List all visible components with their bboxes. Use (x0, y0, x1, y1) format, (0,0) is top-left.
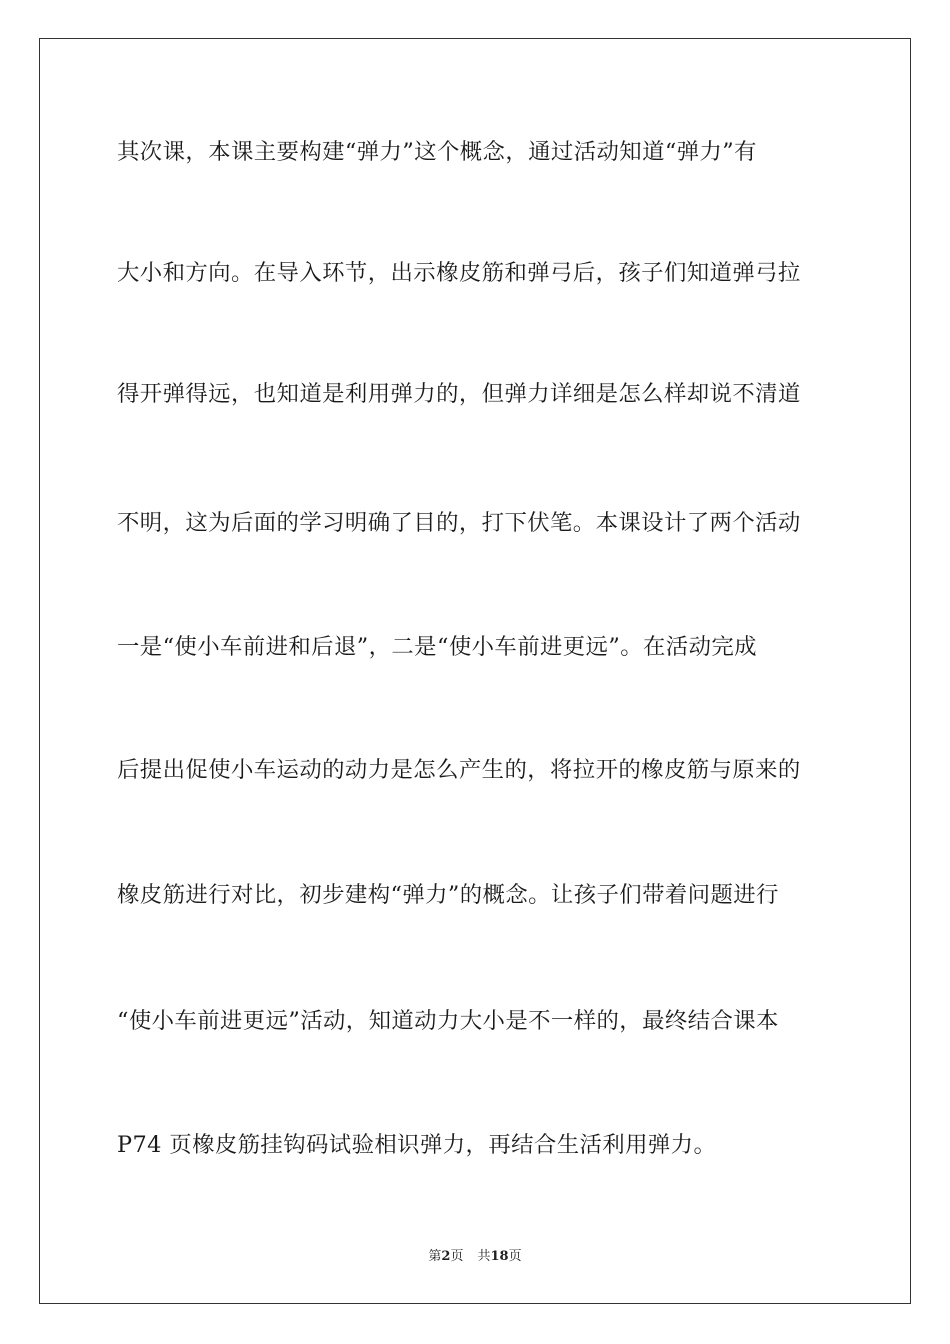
page-footer (0, 1248, 950, 1266)
text-line-7: 橡皮筋进行对比，初步建构“弹力”的概念。让孩子们带着问题进行 (117, 882, 779, 908)
total-pages: 18 (490, 1249, 509, 1264)
text-line-6: 后提出促使小车运动的动力是怎么产生的，将拉开的橡皮筋与原来的 (117, 757, 801, 783)
page-label-suffix: 页 (450, 1249, 464, 1264)
text-line-4: 不明，这为后面的学习明确了目的，打下伏笔。本课设计了两个活动 (117, 510, 801, 536)
text-line-3: 得开弹得远，也知道是利用弹力的，但弹力详细是怎么样却说不清道 (117, 381, 801, 407)
page-border (39, 38, 911, 1304)
text-line-8: “使小车前进更远”活动，知道动力大小是不一样的，最终结合课本 (117, 1008, 779, 1034)
page-label-prefix: 第 (428, 1249, 442, 1264)
total-label-suffix: 页 (508, 1249, 522, 1264)
total-label-prefix: 共 (477, 1249, 491, 1264)
text-line-5: 一是“使小车前进和后退”，二是“使小车前进更远”。在活动完成 (117, 634, 757, 660)
text-line-2: 大小和方向。在导入环节，出示橡皮筋和弹弓后，孩子们知道弹弓拉 (117, 260, 801, 286)
text-line-9: P74 页橡皮筋挂钩码试验相识弹力，再结合生活利用弹力。 (117, 1132, 717, 1158)
text-line-1: 其次课，本课主要构建“弹力”这个概念，通过活动知道“弹力”有 (117, 139, 757, 165)
page-number: 2 (441, 1249, 451, 1264)
